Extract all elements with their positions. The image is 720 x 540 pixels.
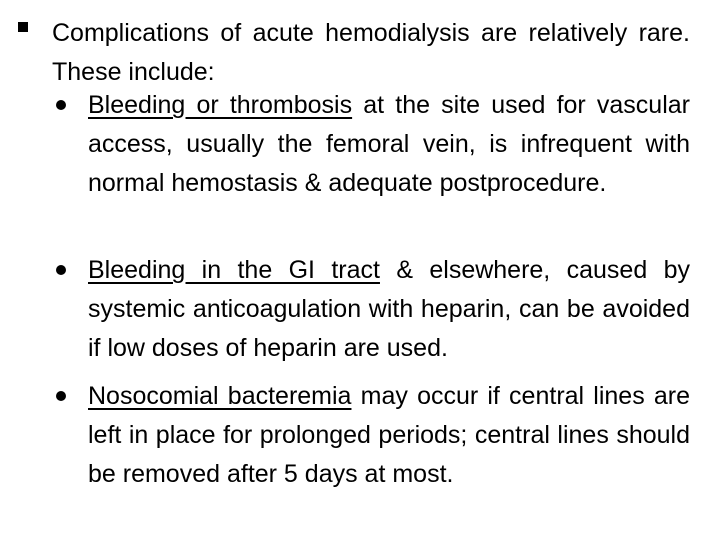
underlined-term: Bleeding or thrombosis [88,91,353,119]
main-bullet-item [18,14,690,92]
round-bullet-icon [56,265,66,275]
sub-bullet-item-gi-bleeding [50,251,690,368]
round-bullet-icon [56,391,66,401]
sub-point-body: at the site used for vascular access, usually the femoral vein, is infrequent with normal hemostasis & adequate postprocedure. [88,91,690,197]
round-bullet-icon [56,100,66,110]
sub-point-text [88,86,690,203]
sub-bullet-item-bacteremia [50,377,690,494]
sub-point-body: may occur if central lines are left in place for prolonged periods; central lines should be removed after 5 days at most. [88,382,691,488]
sub-bullet-item-vascular-access [50,86,690,203]
sub-point-text [88,251,690,368]
square-bullet-icon [18,22,28,32]
sub-point-text [88,377,690,494]
underlined-term: Bleeding in the GI tract [88,256,380,284]
main-point-text: Complications of acute hemodialysis are relatively rare. These include: [52,19,690,86]
underlined-term: Nosocomial bacteremia [88,382,352,410]
sub-point-body: & elsewhere, caused by systemic anticoagulation with heparin, can be avoided if low doses of heparin are used. [88,256,690,362]
